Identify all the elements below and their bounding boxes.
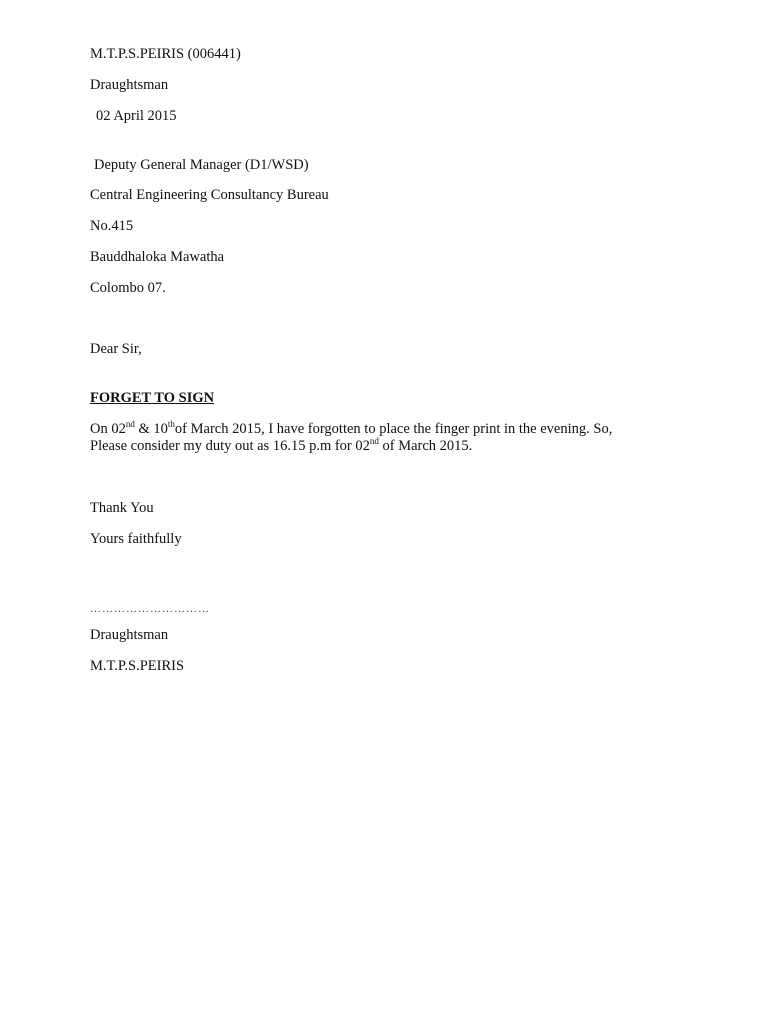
subject-heading: FORGET TO SIGN [90,390,215,406]
signature-line: ………………………… [90,603,210,615]
sender-designation: Draughtsman [90,77,169,93]
recipient-title: Deputy General Manager (D1/WSD) [94,157,309,173]
recipient-city: Colombo 07. [90,280,166,296]
recipient-number: No.415 [90,218,134,234]
salutation: Dear Sir, [90,341,142,357]
body-line-1 [90,421,612,438]
signatory-name: M.T.P.S.PEIRIS [90,658,185,674]
body-text: On 02 [90,421,126,437]
ordinal-suffix: th [167,419,175,430]
body-text: of March 2015. [378,438,473,454]
ordinal-suffix: nd [125,419,135,430]
recipient-street: Bauddhaloka Mawatha [90,249,225,265]
signatory-designation: Draughtsman [90,627,169,643]
recipient-organization: Central Engineering Consultancy Bureau [90,187,329,203]
sender-name-id: M.T.P.S.PEIRIS (006441) [90,46,241,62]
body-text: of March 2015, I have forgotten to place the finger print in the evening. So, [174,421,613,437]
body-text: & 10 [134,421,168,437]
closing-signoff: Yours faithfully [90,531,182,547]
body-line-2 [90,438,472,455]
body-text: Please consider my duty out as 16.15 p.m for 02 [90,438,370,454]
closing-thanks: Thank You [90,500,154,516]
letter-date: 02 April 2015 [96,108,177,124]
ordinal-suffix: nd [369,436,379,447]
